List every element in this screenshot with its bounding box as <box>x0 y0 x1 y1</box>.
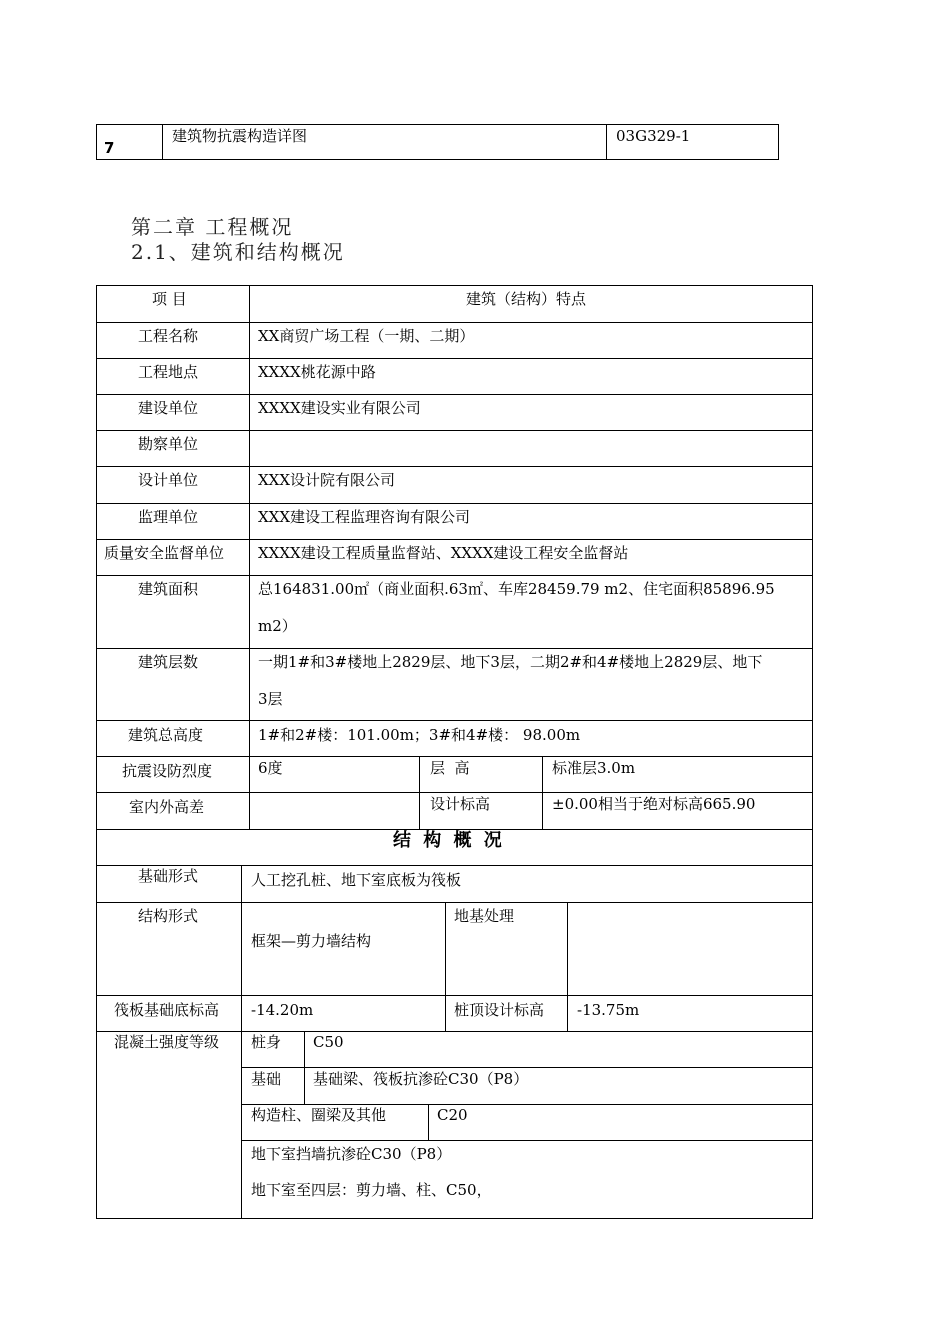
row-label: 工程地点 <box>138 363 199 381</box>
design-elev-label: 设计标高 <box>430 795 491 813</box>
top-table-num: 7 <box>104 139 115 157</box>
height-label: 建筑总高度 <box>128 726 204 744</box>
column-value: C20 <box>437 1106 468 1124</box>
header-feature: 建筑（结构）特点 <box>466 290 587 308</box>
floors-value-line1: 一期1#和3#楼地上2829层、地下3层，二期2#和4#楼地上2829层、地下 <box>258 653 763 671</box>
row-value: XXXX建设工程质量监督站、XXXX建设工程安全监督站 <box>258 544 629 562</box>
area-label: 建筑面积 <box>138 580 199 598</box>
row-label: 设计单位 <box>138 471 199 489</box>
foundation-label: 基础形式 <box>138 867 199 885</box>
floors-value-line2: 3层 <box>258 690 283 708</box>
row-label: 质量安全监督单位 <box>104 544 225 562</box>
pile-body-label: 桩身 <box>251 1033 282 1051</box>
raft-label: 筏板基础底标高 <box>114 1001 220 1019</box>
concrete-label: 混凝土强度等级 <box>114 1033 220 1051</box>
diff-label: 室内外高差 <box>129 798 205 816</box>
wall-line1: 地下室挡墙抗渗砼C30（P8） <box>251 1145 452 1163</box>
row-value: XXXX桃花源中路 <box>258 363 376 381</box>
pile-top-value: -13.75m <box>577 1001 640 1019</box>
row-value: XXX设计院有限公司 <box>258 471 396 489</box>
top-table-code: 03G329-1 <box>616 127 691 145</box>
row-label: 勘察单位 <box>138 435 199 453</box>
base-value: 基础梁、筏板抗渗砼C30（P8） <box>313 1070 529 1088</box>
storey-label: 层 高 <box>430 759 470 777</box>
base-label: 基础 <box>251 1070 282 1088</box>
foundation-value: 人工挖孔桩、地下室底板为筏板 <box>251 871 462 889</box>
pile-top-label: 桩顶设计标高 <box>454 1001 545 1019</box>
row-value: XXXX建设实业有限公司 <box>258 399 421 417</box>
row-label: 建设单位 <box>138 399 199 417</box>
storey-value: 标准层3.0m <box>552 759 636 777</box>
header-item: 项 目 <box>152 290 187 308</box>
row-value: XXX建设工程监理咨询有限公司 <box>258 508 471 526</box>
seismic-value: 6度 <box>258 759 283 777</box>
section-title: 2.1、建筑和结构概况 <box>131 240 345 264</box>
column-label: 构造柱、圈梁及其他 <box>251 1106 387 1124</box>
struct-value: 框架—剪力墙结构 <box>251 932 372 950</box>
seismic-label: 抗震设防烈度 <box>122 762 213 780</box>
area-value-line1: 总164831.00㎡（商业面积.63㎡、车库28459.79 m2、住宅面积85896.95 <box>258 580 775 598</box>
row-value: XX商贸广场工程（一期、二期） <box>258 327 475 345</box>
wall-line2: 地下室至四层：剪力墙、柱、C50， <box>251 1181 492 1199</box>
top-table-name: 建筑物抗震构造详图 <box>172 127 308 145</box>
structure-title: 结 构 概 况 <box>393 830 505 851</box>
row-label: 工程名称 <box>138 327 199 345</box>
height-value: 1#和2#楼：101.00m；3#和4#楼： 98.00m <box>258 726 581 744</box>
design-elev-value: ±0.00相当于绝对标高665.90 <box>552 795 756 813</box>
row-label: 监理单位 <box>138 508 199 526</box>
area-value-line2: m2） <box>258 617 297 635</box>
raft-value: -14.20m <box>251 1001 314 1019</box>
struct-label: 结构形式 <box>138 907 199 925</box>
floors-label: 建筑层数 <box>138 653 199 671</box>
chapter-title: 第二章 工程概况 <box>131 215 294 239</box>
ground-label: 地基处理 <box>454 907 515 925</box>
pile-body-value: C50 <box>313 1033 344 1051</box>
